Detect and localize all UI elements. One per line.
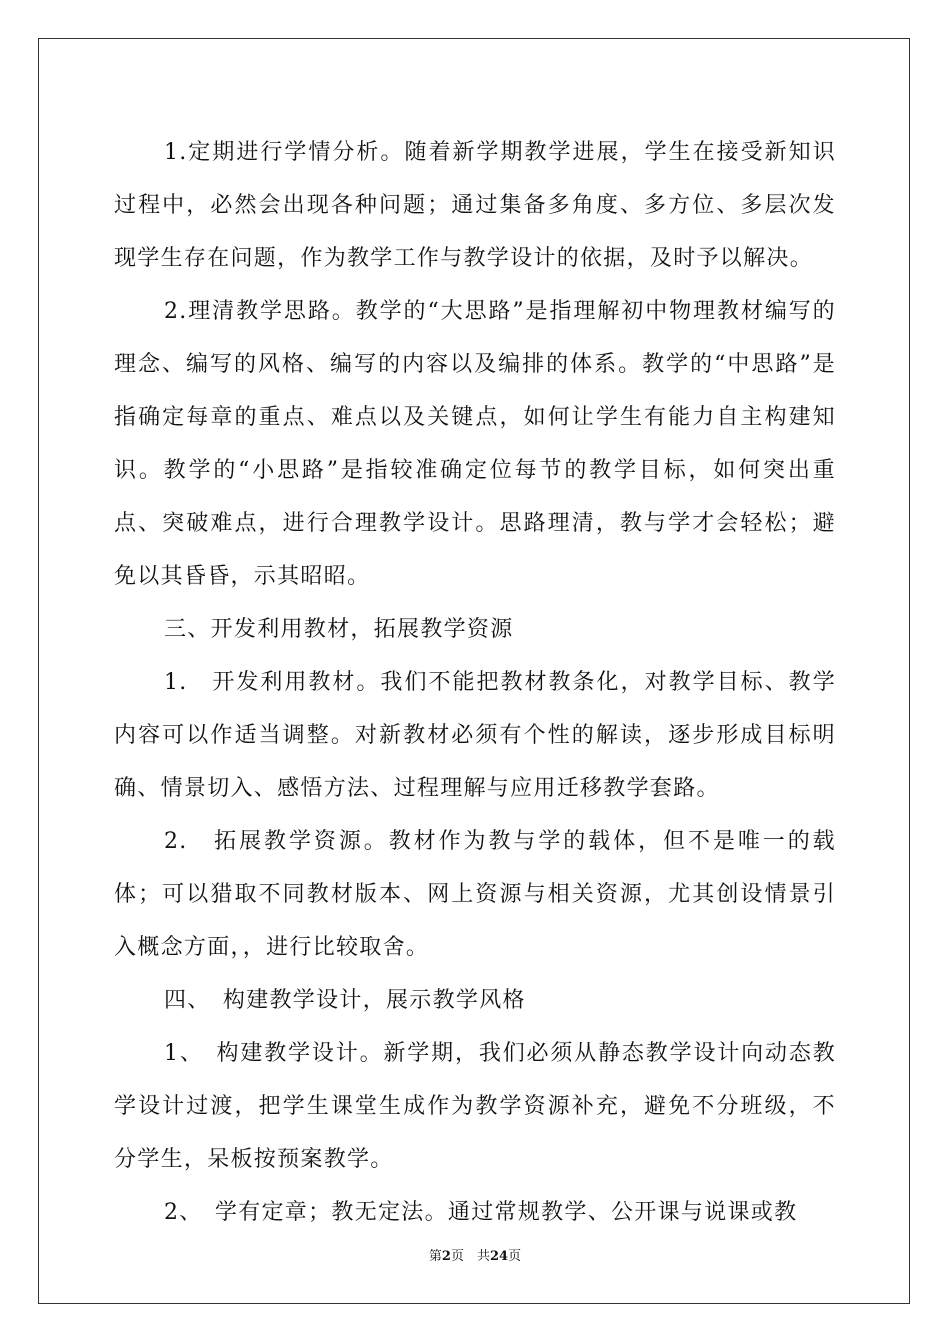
page-footer bbox=[0, 1245, 950, 1264]
footer-page-number: 2 bbox=[441, 1249, 451, 1264]
paragraph-6: 2、 学有定章；教无定法。通过常规教学、公开课与说课或教 bbox=[164, 1200, 798, 1225]
paragraph-3: 1. 开发利用教材。我们不能把教材教条化，对教学目标、教学内容可以作适当调整。对新教材必须有个性的解读，逐步形成目标明确、情景切入、感悟方法、过程理解与应用迁移教学套路。 bbox=[114, 670, 836, 801]
footer-total-pages: 24 bbox=[489, 1249, 509, 1264]
paragraph-5: 1、 构建教学设计。新学期，我们必须从静态教学设计向动态教学设计过渡，把学生课堂生成作为教学资源补充，避免不分班级，不分学生，呆板按预案教学。 bbox=[114, 1041, 836, 1172]
paragraph-1: 1.定期进行学情分析。随着新学期教学进展，学生在接受新知识过程中，必然会出现各种问题；通过集备多角度、多方位、多层次发现学生存在问题，作为教学工作与教学设计的依据，及时予以解决。 bbox=[114, 140, 836, 271]
document-body bbox=[114, 126, 836, 1239]
footer-mid: 页 共 bbox=[450, 1249, 490, 1264]
section-heading-3: 三、开发利用教材，拓展教学资源 bbox=[164, 617, 514, 642]
footer-suffix: 页 bbox=[508, 1249, 522, 1264]
paragraph-2: 2.理清教学思路。教学的“大思路”是指理解初中物理教材编写的理念、编写的风格、编写的内容以及编排的体系。教学的“中思路”是指确定每章的重点、难点以及关键点，如何让学生有能力自主构建知识。教学的“小思路”是指较准确定位每节的教学目标，如何突出重点、突破难点，进行合理教学设计。思路理清，教与学才会轻松；避免以其昏昏，示其昭昭。 bbox=[114, 299, 836, 589]
paragraph-4: 2. 拓展教学资源。教材作为教与学的载体，但不是唯一的载体；可以猎取不同教材版本、网上资源与相关资源，尤其创设情景引入概念方面，，进行比较取舍。 bbox=[114, 829, 836, 960]
section-heading-4: 四、 构建教学设计，展示教学风格 bbox=[164, 988, 526, 1013]
footer-prefix: 第 bbox=[428, 1249, 442, 1264]
